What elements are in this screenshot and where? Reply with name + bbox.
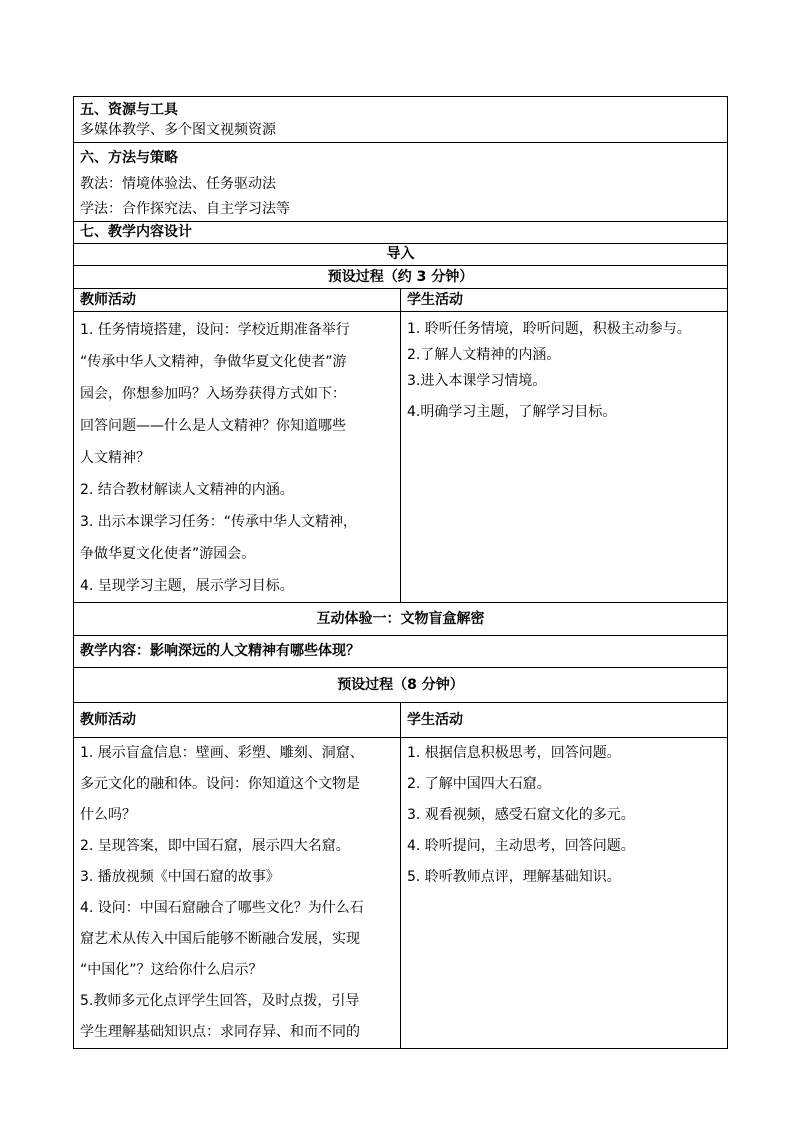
section-methods [74,143,728,222]
list-item: 人文精神？ [80,450,150,466]
list-item: “中国化”？这给你什么启示？ [80,962,263,978]
list-item: “传承中华人文精神，争做华夏文化使者”游 [80,354,347,370]
list-item: 园会，你想参加吗？入场券获得方式如下： [80,386,346,402]
intro-teacher-header: 教师活动 [74,289,401,312]
lesson-plan-page [73,96,727,1049]
intro-teacher-activities [74,312,401,603]
exp1-header-row [74,703,728,738]
exp1-teacher-activities [74,738,401,1049]
list-item: 多元文化的融和体。设问：你知道这个文物是 [80,776,360,792]
exp1-content: 教学内容：影响深远的人文精神有哪些体现？ [74,636,728,668]
intro-title-row [74,244,728,266]
exp1-title-row [74,603,728,636]
list-item: 4. 聆听提问，主动思考，回答问题。 [407,838,635,854]
list-item: 什么吗？ [80,807,136,823]
learning-methods: 学法：合作探究法、自主学习法等 [80,201,290,217]
list-item: 5.教师多元化点评学生回答，及时点拨，引导 [80,993,360,1009]
intro-process: 预设过程（约 3 分钟） [74,266,728,289]
intro-header-row [74,289,728,312]
section-design [74,222,728,244]
lesson-plan-table [73,96,728,1049]
exp1-student-activities [401,738,728,1049]
intro-student-header: 学生活动 [401,289,728,312]
exp1-content-row [74,636,728,668]
section-resources [74,97,728,143]
list-item: 2. 呈现答案，即中国石窟，展示四大名窟。 [80,838,350,854]
exp1-process: 预设过程（8 分钟） [74,668,728,703]
intro-process-row [74,266,728,289]
list-item: 3. 出示本课学习任务：“传承中华人文精神， [80,514,358,530]
list-item: 4. 设问：中国石窟融合了哪些文化？为什么石 [80,900,364,916]
list-item: 5. 聆听教师点评，理解基础知识。 [407,869,621,885]
exp1-activities-row [74,738,728,1049]
section-design-title: 七、教学内容设计 [74,222,728,244]
intro-title: 导入 [74,244,728,266]
list-item: 回答问题——什么是人文精神？你知道哪些 [80,418,346,434]
exp1-process-row [74,668,728,703]
exp1-teacher-header: 教师活动 [74,703,401,738]
list-item: 1. 任务情境搭建，设问：学校近期准备举行 [80,322,350,338]
list-item: 1. 聆听任务情境，聆听问题，积极主动参与。 [407,321,691,337]
exp1-student-header: 学生活动 [401,703,728,738]
intro-student-activities [401,312,728,603]
section-methods-title: 六、方法与策略 [80,150,178,166]
list-item: 4. 呈现学习主题，展示学习目标。 [80,578,294,594]
section-resources-title: 五、资源与工具 [80,102,178,118]
list-item: 3.进入本课学习情境。 [407,373,547,389]
teaching-methods: 教法：情境体验法、任务驱动法 [80,176,276,192]
list-item: 1. 展示盲盒信息：壁画、彩塑、雕刻、洞窟、 [80,745,364,761]
list-item: 1. 根据信息积极思考，回答问题。 [407,745,621,761]
list-item: 窟艺术从传入中国后能够不断融合发展，实现 [80,931,360,947]
list-item: 学生理解基础知识点：求同存异、和而不同的 [80,1024,360,1040]
list-item: 2.了解人文精神的内涵。 [407,347,561,363]
list-item: 3. 观看视频，感受石窟文化的多元。 [407,807,635,823]
list-item: 4.明确学习主题，了解学习目标。 [407,404,617,420]
list-item: 3. 播放视频《中国石窟的故事》 [80,869,280,885]
list-item: 2. 了解中国四大石窟。 [407,776,551,792]
intro-activities-row [74,312,728,603]
exp1-title: 互动体验一：文物盲盒解密 [74,603,728,636]
list-item: 2. 结合教材解读人文精神的内涵。 [80,482,294,498]
list-item: 争做华夏文化使者”游园会。 [80,546,256,562]
section-resources-body: 多媒体教学、多个图文视频资源 [80,122,276,138]
